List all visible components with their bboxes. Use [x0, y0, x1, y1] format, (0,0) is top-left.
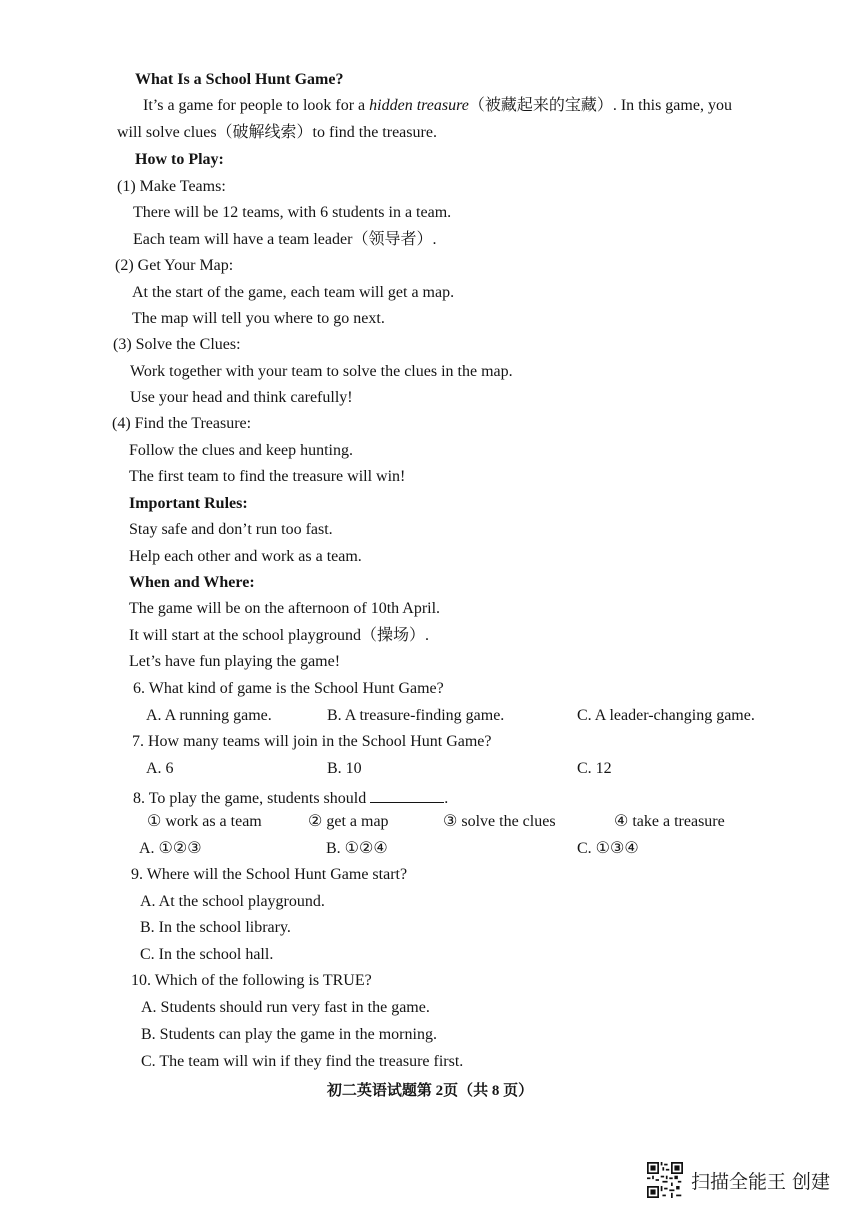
- qr-code-icon: [647, 1162, 683, 1198]
- step4-line1: Follow the clues and keep hunting.: [129, 442, 353, 459]
- step3-title: (3) Solve the Clues:: [113, 336, 241, 353]
- step3-line2: Use your head and think carefully!: [130, 389, 353, 406]
- q9-option-c: C. In the school hall.: [140, 946, 274, 963]
- q10-option-a: A. Students should run very fast in the game.: [141, 999, 430, 1016]
- q10-option-c: C. The team will win if they find the treasure first.: [141, 1053, 464, 1070]
- step4-line2: The first team to find the treasure will win!: [129, 468, 406, 485]
- step2-title: (2) Get Your Map:: [115, 257, 234, 274]
- q8-item-2: ② get a map: [308, 813, 389, 830]
- step1-title: (1) Make Teams:: [117, 178, 226, 195]
- q7-stem: 7. How many teams will join in the School Hunt Game?: [132, 733, 492, 750]
- q8-option-b: B. ①②④: [326, 840, 388, 857]
- intro-line-1: [143, 96, 732, 116]
- q6-stem: 6. What kind of game is the School Hunt Game?: [133, 680, 444, 697]
- q6-option-a: A. A running game.: [146, 707, 272, 724]
- closing-line: Let’s have fun playing the game!: [129, 653, 341, 670]
- q8-stem-end: .: [444, 790, 449, 807]
- q9-stem: 9. Where will the School Hunt Game start?: [131, 866, 408, 883]
- step2-line1: At the start of the game, each team will get a map.: [132, 284, 455, 301]
- q7-option-c: C. 12: [577, 760, 612, 777]
- intro-line-2: will solve clues（破解线索）to find the treasure.: [117, 124, 437, 141]
- scanner-watermark: [647, 1162, 830, 1198]
- rules-line1: Stay safe and don’t run too fast.: [129, 521, 333, 538]
- q8-stem-text: 8. To play the game, students should: [133, 790, 367, 807]
- q10-stem: 10. Which of the following is TRUE?: [131, 972, 372, 989]
- how-to-play-heading: How to Play:: [135, 151, 224, 168]
- q8-stem: [133, 786, 448, 809]
- q7-option-b: B. 10: [327, 760, 362, 777]
- when-line1: The game will be on the afternoon of 10th April.: [129, 600, 441, 617]
- step2-line2: The map will tell you where to go next.: [132, 310, 385, 327]
- step3-line1: Work together with your team to solve the clues in the map.: [130, 363, 513, 380]
- when-line2: It will start at the school playground（操场）.: [129, 627, 429, 644]
- answer-blank: [370, 786, 444, 803]
- q9-option-b: B. In the school library.: [140, 919, 291, 936]
- q6-option-c: C. A leader-changing game.: [577, 707, 755, 724]
- q8-option-a: A. ①②③: [139, 840, 202, 857]
- step4-title: (4) Find the Treasure:: [112, 415, 252, 432]
- passage-title: What Is a School Hunt Game?: [135, 71, 344, 88]
- when-where-heading: When and Where:: [129, 574, 255, 591]
- page-footer: 初二英语试题第 2页（共 8 页）: [326, 1083, 534, 1099]
- q8-option-c: C. ①③④: [577, 840, 639, 857]
- q8-item-1: ① work as a team: [147, 813, 262, 830]
- intro-text-c: （被藏起来的宝藏）. In this game, you: [468, 97, 732, 114]
- q10-option-b: B. Students can play the game in the morning.: [141, 1026, 437, 1043]
- step1-line2: Each team will have a team leader（领导者）.: [133, 231, 437, 248]
- hidden-treasure-term: hidden treasure: [369, 97, 469, 114]
- scanner-watermark-text: 扫描全能王 创建: [691, 1170, 831, 1193]
- q8-item-3: ③ solve the clues: [443, 813, 556, 830]
- rules-line2: Help each other and work as a team.: [129, 548, 362, 565]
- q9-option-a: A. At the school playground.: [140, 893, 325, 910]
- rules-heading: Important Rules:: [129, 495, 248, 512]
- q7-option-a: A. 6: [146, 760, 174, 777]
- q6-option-b: B. A treasure-finding game.: [327, 707, 505, 724]
- step1-line1: There will be 12 teams, with 6 students in a team.: [133, 204, 452, 221]
- intro-text-a: It’s a game for people to look for a: [143, 97, 370, 114]
- q8-item-4: ④ take a treasure: [614, 813, 725, 830]
